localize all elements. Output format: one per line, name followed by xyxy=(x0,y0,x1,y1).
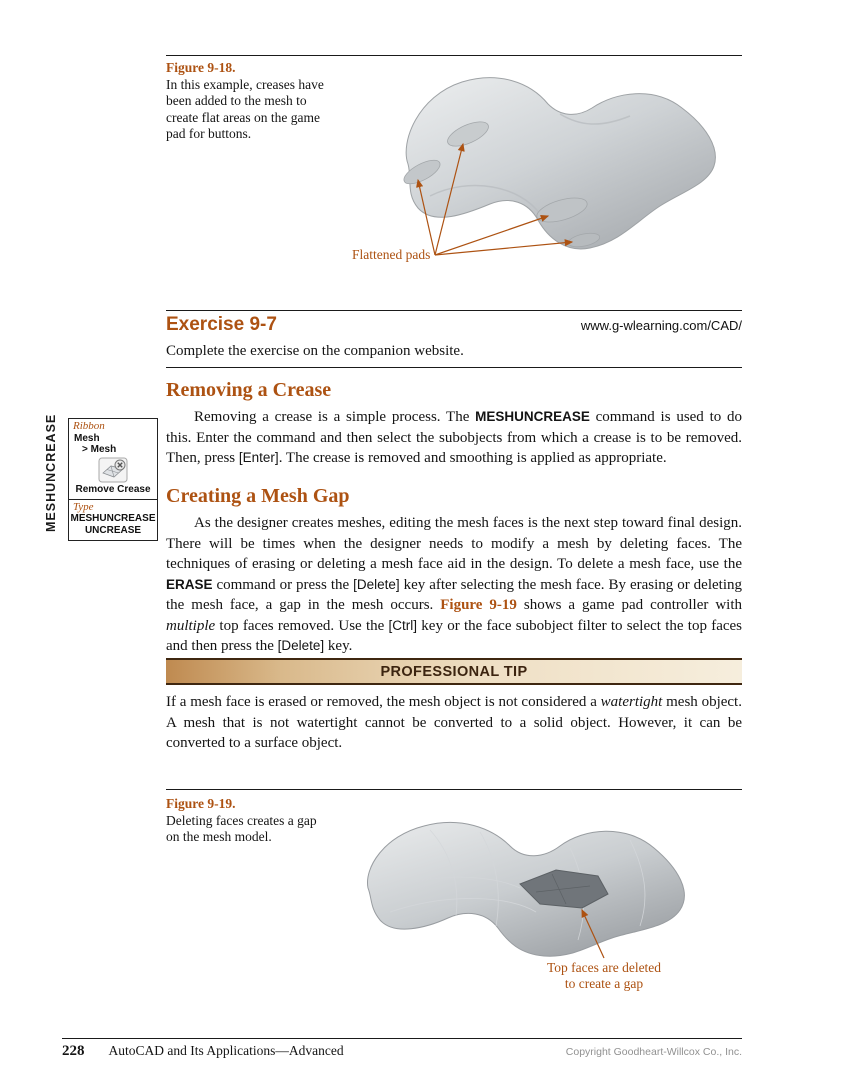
figure-9-18-annotation: Flattened pads xyxy=(352,247,431,262)
divider-exercise-top xyxy=(166,310,742,311)
paragraph-creating-a-mesh-gap: As the designer creates meshes, editing the mesh faces is the next step toward final design. There will be times when the designer needs to modify a mesh by deleting faces. The techniques of erasing or deleting a mesh face aid in the design. To delete a mesh face, use the ERASE command or press the [Delete] key after selecting the mesh face. By erasing or deleting the mesh face, a gap in the mesh occurs. Figure 9-19 shows a game pad controller with multiple top faces removed. Use the [Ctrl] key or the face subobject filter to select the top faces and then press the [Delete] key. xyxy=(166,515,743,654)
sidebar-vertical-command-label: MESHUNCREASE xyxy=(44,413,58,532)
figure-9-18-label: Figure 9-18. xyxy=(166,60,236,75)
type-command-2: UNCREASE xyxy=(84,525,142,536)
page-number: 228 xyxy=(62,1043,85,1059)
figure-9-18-image xyxy=(370,56,745,272)
section-heading-removing-a-crease: Removing a Crease xyxy=(166,379,332,401)
section-heading-creating-a-mesh-gap: Creating a Mesh Gap xyxy=(166,485,350,507)
figure-9-18-caption-text: In this example, creases have been added to the mesh to create flat areas on the game pad for buttons. xyxy=(166,76,324,141)
exercise-header xyxy=(166,314,742,336)
figure-9-19-caption xyxy=(166,796,324,846)
paragraph-removing-a-crease: Removing a crease is a simple process. The MESHUNCREASE command is used to do this. Enter the command and then select the subobjects from which a crease is to be removed. Then, press [Enter]. The crease is removed and smoothing is applied as appropriate. xyxy=(166,409,742,466)
type-section-label: Type xyxy=(73,501,94,513)
paragraph-professional-tip: If a mesh face is erased or removed, the mesh object is not considered a watertight mesh object. A mesh that is not watertight cannot be converted to a solid object. However, it can be converted to a surface object. xyxy=(166,694,742,751)
ribbon-tool-label: Remove Crease xyxy=(75,484,151,495)
figure-9-19-annotation xyxy=(518,960,690,992)
exercise-title: Exercise 9-7 xyxy=(166,314,277,335)
remove-crease-icon xyxy=(98,457,128,483)
professional-tip-banner: PROFESSIONAL TIP xyxy=(166,658,742,685)
sidebar-command-reference-box xyxy=(68,418,158,541)
ribbon-section-label: Ribbon xyxy=(73,420,105,432)
exercise-body: Complete the exercise on the companion website. xyxy=(166,343,464,359)
gamepad-body xyxy=(406,78,715,249)
gamepad-gap-render xyxy=(340,792,720,964)
footer-divider xyxy=(62,1038,742,1039)
gamepad-mesh-render xyxy=(370,56,745,272)
type-command-1: MESHUNCREASE xyxy=(70,513,156,524)
figure-9-19-annotation-line-2: to create a gap xyxy=(564,976,644,991)
divider-exercise-bottom xyxy=(166,367,742,368)
ribbon-path-panel: > Mesh xyxy=(82,444,117,455)
figure-9-18-caption xyxy=(166,60,324,143)
ribbon-path-tab: Mesh xyxy=(74,433,100,444)
figure-9-19-image xyxy=(340,792,720,964)
figure-9-19-label: Figure 9-19. xyxy=(166,796,236,811)
book-title: AutoCAD and Its Applications—Advanced xyxy=(108,1043,344,1058)
page-footer xyxy=(62,1043,742,1060)
figure-9-19-annotation-line-1: Top faces are deleted xyxy=(546,960,662,975)
figure-9-19-caption-text: Deleting faces creates a gap on the mesh model. xyxy=(166,812,317,844)
type-section xyxy=(69,499,157,540)
copyright-notice: Copyright Goodheart-Willcox Co., Inc. xyxy=(565,1046,742,1058)
exercise-url: www.g-wlearning.com/CAD/ xyxy=(580,318,742,333)
divider-figure-9-19 xyxy=(166,789,742,790)
